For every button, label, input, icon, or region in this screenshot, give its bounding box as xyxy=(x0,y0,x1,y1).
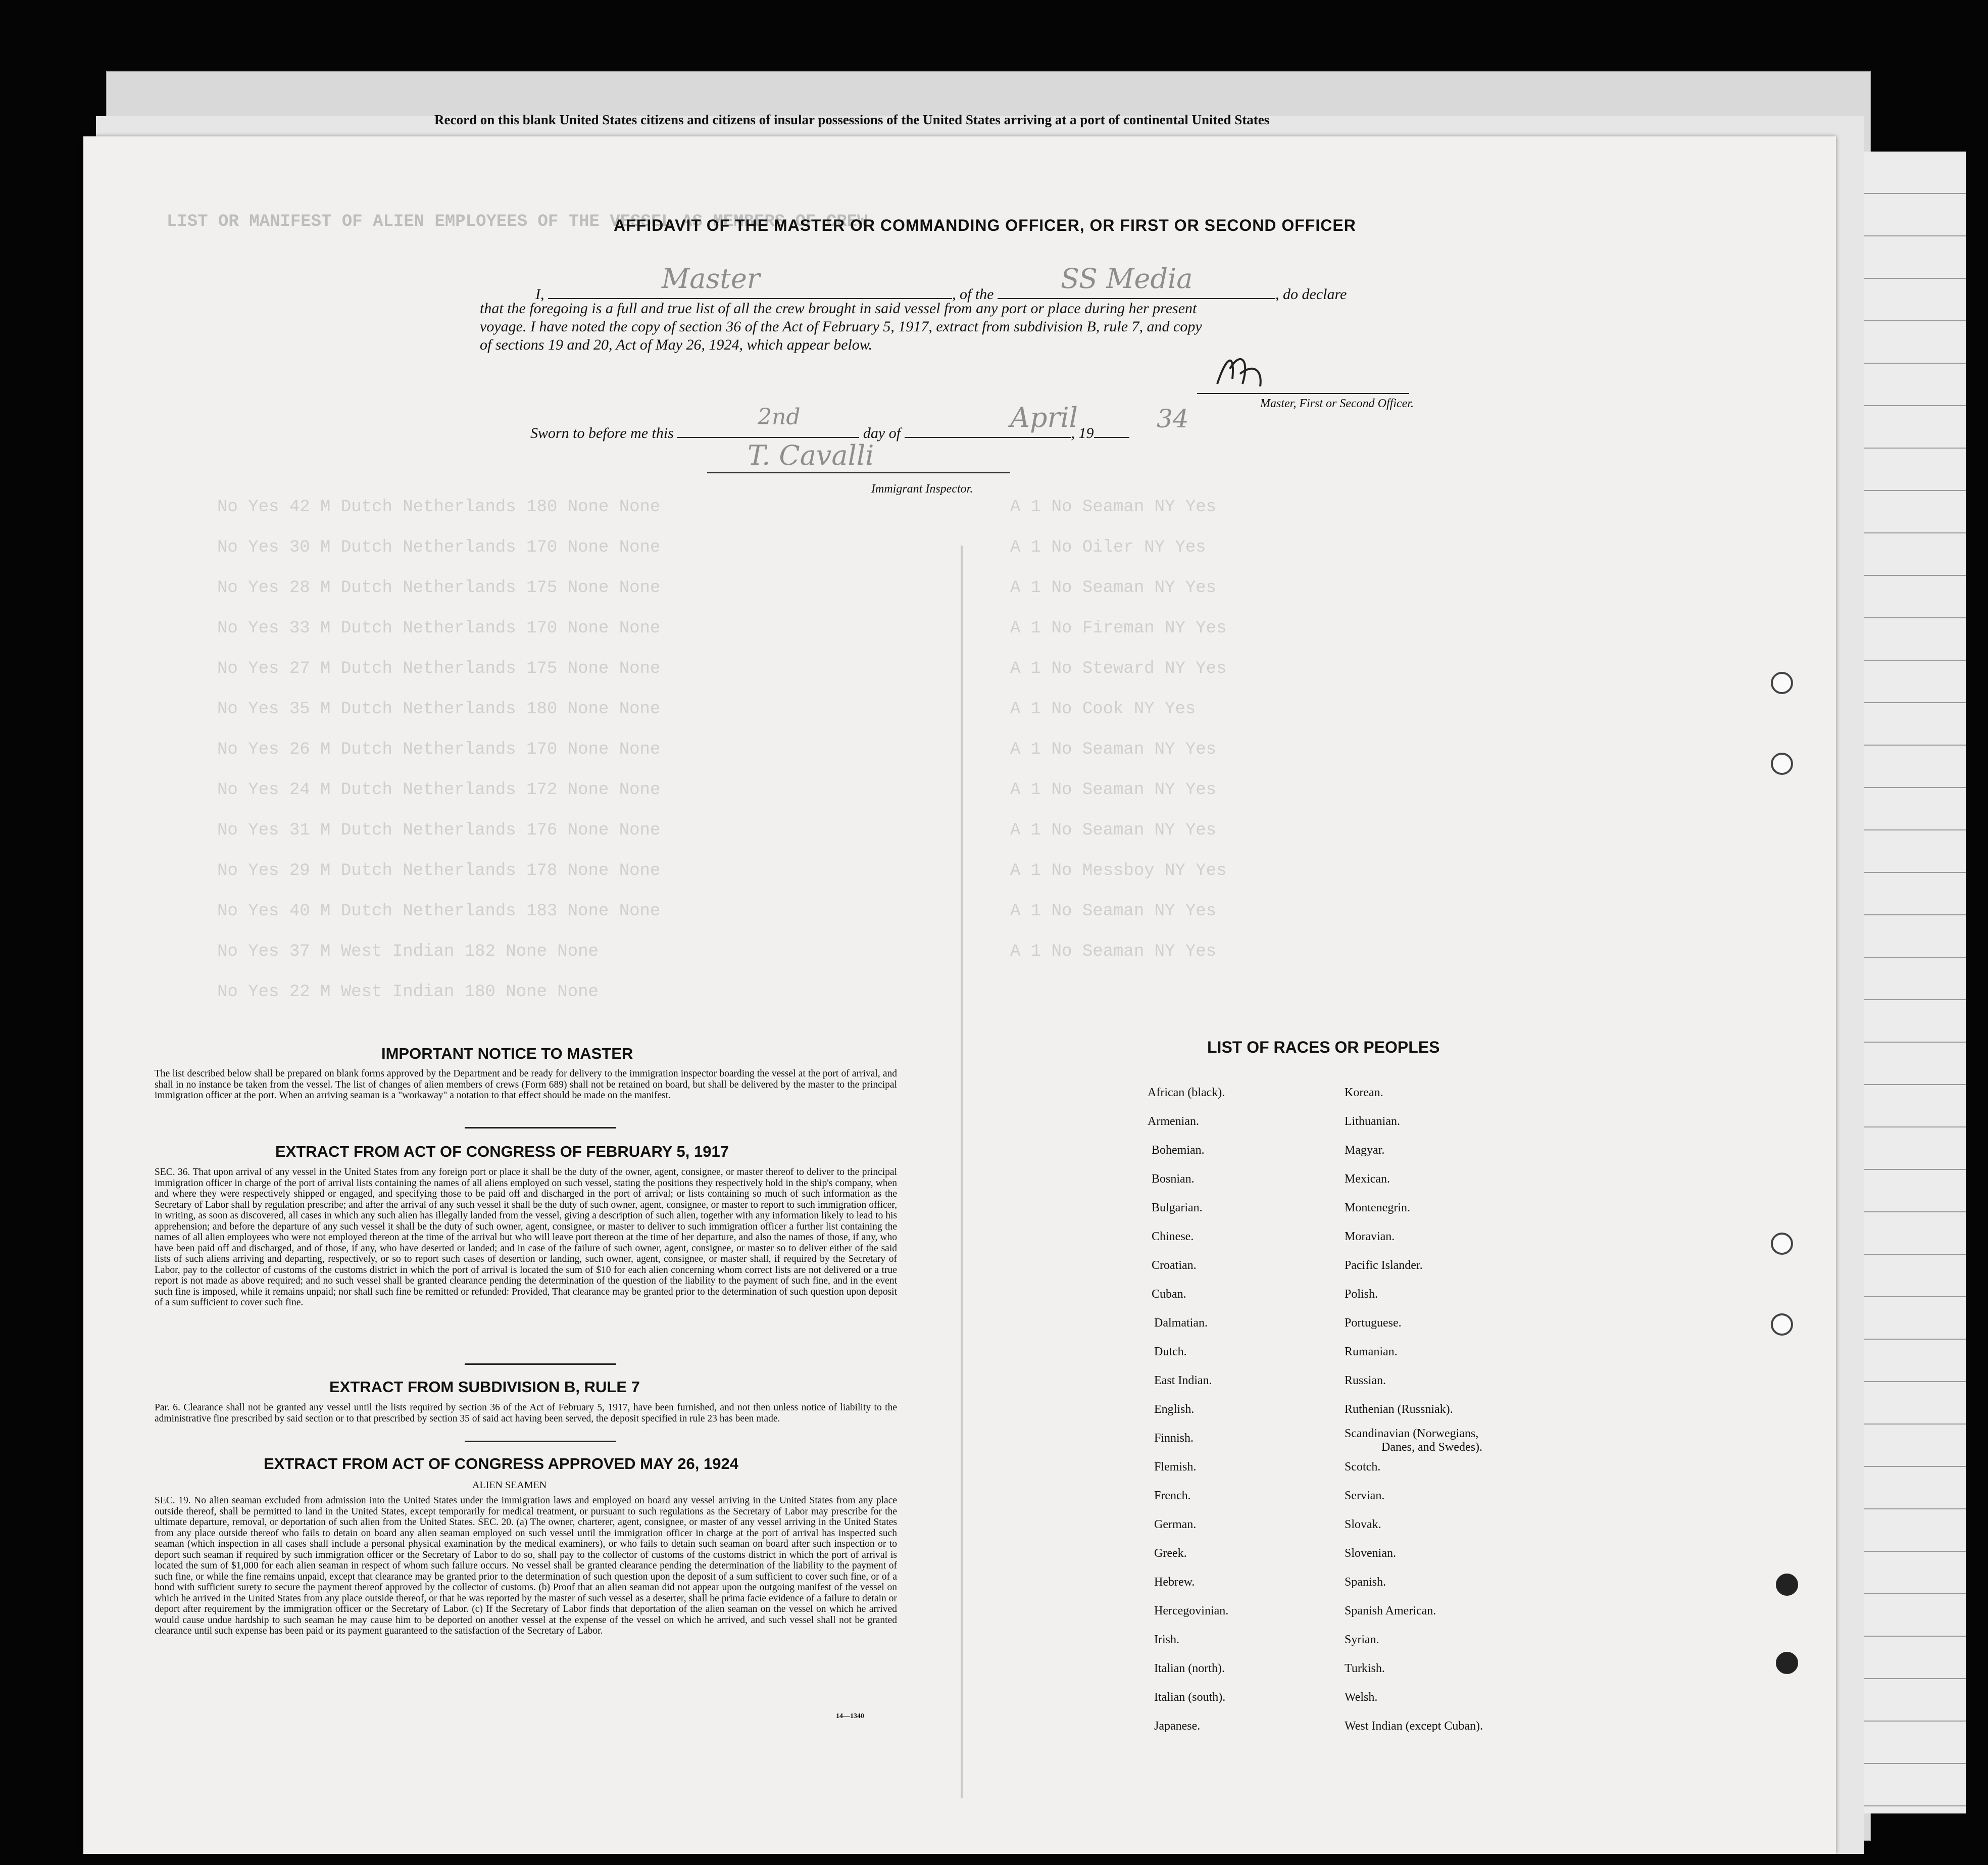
race-item: Hebrew. xyxy=(1154,1576,1195,1589)
year-field xyxy=(1094,422,1129,438)
extract3-body: SEC. 19. No alien seaman excluded from admission into the United States under the immigration laws and employed on board any vessel arriving in the United States from any place outside thereof, shall be permitted to land in the United States, except temporarily for medical treatment, or pursuant to such regulations as the Secretary of Labor may prescribe for the ultimate departure, removal, or deportation of such alien from the United States. SEC. 20. (a) The owner, charterer, agent, consignee, or master of any vessel arriving in the United States from any place outside thereof who fails to detain on board any alien seaman employed on such vessel until the immigration officer in charge at the port of arrival has inspected such seaman (which inspection in all cases shall include a personal physical examination by the medical examiners), or who fails to detain such seaman on board after such inspection or to deport such seaman if required by such immigration officer or the Secretary of Labor to do so, shall pay to the collector of customs of the customs district in which the port of arrival is located the sum of $1,000 for each alien seaman in respect of whom such failure occurs. No vessel shall be granted clearance pending the determination of the liability to the payment of such fine, or while the fine remains unpaid, except that clearance may be granted prior to the determination of such question upon the deposit of a sum sufficient to cover such fine, or of a bond with sufficient surety to secure the payment thereof approved by the collector of customs. (b) Proof that an alien seaman did not appear upon the outgoing manifest of the vessel on which he arrived in the United States from any place outside thereof, or that he was reported by the master of such vessel as a deserter, shall be prima facie evidence of a failure to detain or deport after requirement by the immigration officer or the Secretary of Labor. (c) If the Secretary of Labor finds that deportation of the alien seaman on the vessel on which he arrived would cause undue hardship to such seaman he may cause him to be deported on another vessel at the expense of the vessel on which he arrived, and such vessel shall not be granted clearance until such expense has been paid or its payment guaranteed to the satisfaction of the Secretary of Labor. xyxy=(155,1495,897,1636)
race-item: French. xyxy=(1154,1489,1191,1502)
race-item: West Indian (except Cuban). xyxy=(1345,1720,1483,1733)
race-item: Slovenian. xyxy=(1345,1547,1396,1560)
extract1-title: EXTRACT FROM ACT OF CONGRESS OF FEBRUARY 5, 1917 xyxy=(275,1143,729,1160)
notice-title: IMPORTANT NOTICE TO MASTER xyxy=(381,1045,633,1062)
race-item: German. xyxy=(1154,1518,1197,1531)
rule-3 xyxy=(465,1441,616,1442)
affidavit-line-4: of sections 19 and 20, Act of May 26, 1924, which appear below. xyxy=(480,336,873,353)
punch-hole xyxy=(1776,1652,1798,1674)
punch-hole xyxy=(1771,1313,1793,1336)
affidavit-line-2: that the foregoing is a full and true list of all the crew brought in said vessel from any port or place during her present xyxy=(480,300,1197,317)
form-code: 14—1340 xyxy=(836,1712,864,1720)
race-item: Russian. xyxy=(1345,1374,1386,1387)
race-item: Dalmatian. xyxy=(1154,1316,1208,1330)
officer-signature xyxy=(1212,349,1268,399)
extract3-subtitle: ALIEN SEAMEN xyxy=(472,1480,547,1491)
handwritten-month: April xyxy=(1010,402,1078,433)
inspector-line xyxy=(707,472,1010,473)
race-item: English. xyxy=(1154,1403,1195,1416)
signature-caption: Master, First or Second Officer. xyxy=(1260,397,1414,410)
race-item: Lithuanian. xyxy=(1345,1115,1400,1128)
i-label: I, xyxy=(535,286,544,303)
race-item: Finnish. xyxy=(1154,1432,1194,1445)
race-item: Chinese. xyxy=(1152,1230,1194,1243)
race-item: Flemish. xyxy=(1154,1460,1197,1474)
race-item: Mexican. xyxy=(1345,1172,1390,1186)
day-of-label: day of xyxy=(863,425,901,441)
handwritten-day: 2nd xyxy=(758,404,801,430)
punch-hole xyxy=(1771,1233,1793,1255)
race-item: Slovak. xyxy=(1345,1518,1381,1531)
race-item: Servian. xyxy=(1345,1489,1385,1502)
affidavit-line-3: voyage. I have noted the copy of section 36 of the Act of February 5, 1917, extract from subdivision B, rule 7, and copy xyxy=(480,318,1202,335)
race-item: Ruthenian (Russniak). xyxy=(1345,1403,1453,1416)
race-item: Danes, and Swedes). xyxy=(1381,1441,1482,1454)
punch-hole xyxy=(1771,672,1793,694)
extract3-title: EXTRACT FROM ACT OF CONGRESS APPROVED MAY 26, 1924 xyxy=(264,1455,738,1473)
handwritten-master: Master xyxy=(662,263,760,295)
race-item: Moravian. xyxy=(1345,1230,1395,1243)
race-item: African (black). xyxy=(1148,1086,1225,1099)
sworn-label: Sworn to before me this xyxy=(530,425,674,441)
race-item: Turkish. xyxy=(1345,1662,1385,1675)
punch-hole xyxy=(1771,753,1793,775)
race-item: Syrian. xyxy=(1345,1633,1379,1646)
race-item: Greek. xyxy=(1154,1547,1187,1560)
race-item: Bosnian. xyxy=(1152,1172,1195,1186)
affidavit-title: AFFIDAVIT OF THE MASTER OR COMMANDING OFFICER, OR FIRST OR SECOND OFFICER xyxy=(614,216,1356,234)
race-item: Croatian. xyxy=(1152,1259,1197,1272)
race-item: Welsh. xyxy=(1345,1691,1378,1704)
of-the-label: , of the xyxy=(952,286,994,303)
extract1-body: SEC. 36. That upon arrival of any vessel in the United States from any foreign port or place it shall be the duty of the owner, agent, consignee, or master thereof to deliver to the principal immigration officer in charge of the port of arrival lists containing the names of all aliens employed on such vessel, stating the positions they respectively hold in the ship's company, when and where they were respectively shipped or engaged, and specifying those to be paid off and discharged in the port of arrival; or lists containing so much of such information as the Secretary of Labor shall by regulation prescribe; and after the arrival of any such vessel it shall be the duty of such owner, agent, consignee, or master to report to such immigration officer, in writing, as soon as discovered, all cases in which any such alien has illegally landed from the vessel, giving a description of such alien, together with any information likely to lead to his apprehension; and before the departure of any such vessel it shall be the duty of such owner, agent, consignee, or master to deliver to such immigration officer a further list containing the names of all alien employees who were not employed thereon at the time of the arrival but who will leave port thereon at the time of her departure, and also the names of those, if any, who have been paid off and discharged, and of those, if any, who have deserted or landed; and in case of the failure of such owner, agent, consignee, or master so to deliver either of the said lists of such aliens arriving and departing, respectively, or so to report such cases of desertion or landing, such owner, agent, consignee, or master shall, if required by the Secretary of Labor, pay to the collector of customs of the customs district in which the port of arrival is located the sum of $10 for each alien concerning whom correct lists are not delivered or a true report is not made as above required; and no such vessel shall be granted clearance pending the determination of the question of the liability to the payment of such fine, and in the event such fine is imposed, while it remains unpaid; nor shall such fine be remitted or refunded: Provided, That clearance may be granted prior to the determination of such question upon deposit of a sum sufficient to cover such fine. xyxy=(155,1167,897,1308)
notice-body: The list described below shall be prepared on blank forms approved by the Department and be ready for delivery to the immigration inspector boarding the vessel at the port of arrival, and shall in no instance be taken from the vessel. The list of changes of alien members of crews (Form 689) shall not be retained on board, but shall be delivered by the master to the principal immigration officer at the port. When an arriving seaman is a "workaway" a notation to that effect should be made on the manifest. xyxy=(155,1068,897,1101)
handwritten-vessel: SS Media xyxy=(1061,263,1193,295)
race-item: Pacific Islander. xyxy=(1345,1259,1423,1272)
extract2-title: EXTRACT FROM SUBDIVISION B, RULE 7 xyxy=(329,1378,640,1396)
race-item: Armenian. xyxy=(1148,1115,1199,1128)
race-item: Spanish. xyxy=(1345,1576,1386,1589)
race-item: Korean. xyxy=(1345,1086,1383,1099)
do-declare-label: , do declare xyxy=(1275,286,1347,303)
inspector-caption: Immigrant Inspector. xyxy=(871,482,973,496)
races-title: LIST OF RACES OR PEOPLES xyxy=(1207,1038,1440,1056)
race-item: Italian (south). xyxy=(1154,1691,1226,1704)
race-item: Japanese. xyxy=(1154,1720,1201,1733)
race-item: Portuguese. xyxy=(1345,1316,1402,1330)
handwritten-inspector: T. Cavalli xyxy=(748,439,874,471)
race-item: Bulgarian. xyxy=(1152,1201,1203,1214)
race-item: Irish. xyxy=(1154,1633,1179,1646)
race-item: Polish. xyxy=(1345,1288,1378,1301)
race-item: Magyar. xyxy=(1345,1144,1385,1157)
page-fold xyxy=(961,546,963,1798)
rule-1 xyxy=(465,1127,616,1128)
race-item: East Indian. xyxy=(1154,1374,1212,1387)
top-notice: Record on this blank United States citizens and citizens of insular possessions of the United States arriving at a port of continental United States xyxy=(434,112,1270,127)
race-item: Rumanian. xyxy=(1345,1345,1398,1358)
race-item: Dutch. xyxy=(1154,1345,1187,1358)
race-item: Scotch. xyxy=(1345,1460,1381,1474)
signature-line xyxy=(1197,393,1409,394)
extract2-body: Par. 6. Clearance shall not be granted any vessel until the lists required by section 36 of the Act of February 5, 1917, have been furnished, and not then unless notice of liability to the administrative fine prescribed by said section or to that prescribed by section 35 of said act having been served, the deposit specified in rule 23 has been made. xyxy=(155,1402,897,1424)
race-item: Hercegovinian. xyxy=(1154,1604,1229,1617)
handwritten-year: 34 xyxy=(1157,404,1189,433)
race-item: Spanish American. xyxy=(1345,1604,1436,1617)
rule-2 xyxy=(465,1363,616,1365)
race-item: Scandinavian (Norwegians, xyxy=(1345,1427,1479,1440)
year-prefix: , 19 xyxy=(1071,425,1094,441)
race-item: Bohemian. xyxy=(1152,1144,1205,1157)
race-item: Cuban. xyxy=(1152,1288,1186,1301)
punch-hole xyxy=(1776,1574,1798,1596)
race-item: Montenegrin. xyxy=(1345,1201,1410,1214)
race-item: Italian (north). xyxy=(1154,1662,1225,1675)
